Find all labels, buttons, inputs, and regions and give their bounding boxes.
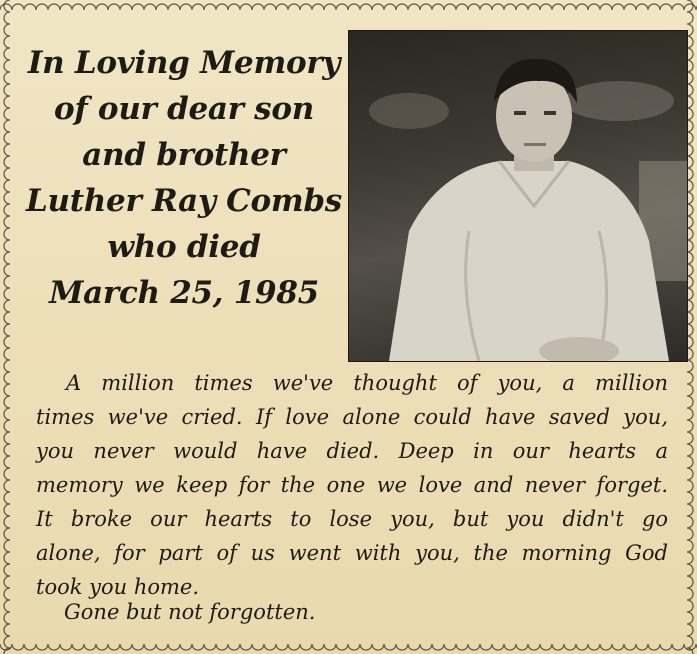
scalloped-border-right bbox=[687, 0, 697, 654]
poem-line: It broke our hearts to lose you, but you didn't go bbox=[36, 507, 668, 531]
scalloped-border-left bbox=[0, 0, 10, 654]
headline-line: and brother bbox=[82, 137, 286, 173]
headline-line: who died bbox=[107, 229, 261, 265]
closing-line: Gone but not forgotten. bbox=[64, 600, 316, 624]
poem-line: you never would have died. Deep in our hearts a bbox=[36, 439, 668, 463]
headline-line: March 25, 1985 bbox=[49, 275, 319, 311]
headline-line: of our dear son bbox=[54, 91, 314, 127]
portrait-photo-icon bbox=[349, 31, 687, 361]
poem-line: memory we keep for the one we love and never forget. bbox=[36, 473, 668, 497]
memorial-poem bbox=[36, 366, 668, 604]
scalloped-border-top bbox=[0, 0, 697, 10]
poem-line: took you home. bbox=[36, 575, 200, 599]
headline-line: Luther Ray Combs bbox=[26, 183, 342, 219]
portrait-photo bbox=[348, 30, 688, 362]
poem-line: A million times we've thought of you, a million bbox=[66, 371, 668, 395]
poem-line: alone, for part of us went with you, the morning God bbox=[36, 541, 668, 565]
memorial-headline bbox=[14, 40, 354, 316]
scalloped-border-bottom bbox=[0, 644, 697, 654]
poem-line: times we've cried. If love alone could have saved you, bbox=[36, 405, 668, 429]
headline-line: In Loving Memory bbox=[27, 45, 341, 81]
